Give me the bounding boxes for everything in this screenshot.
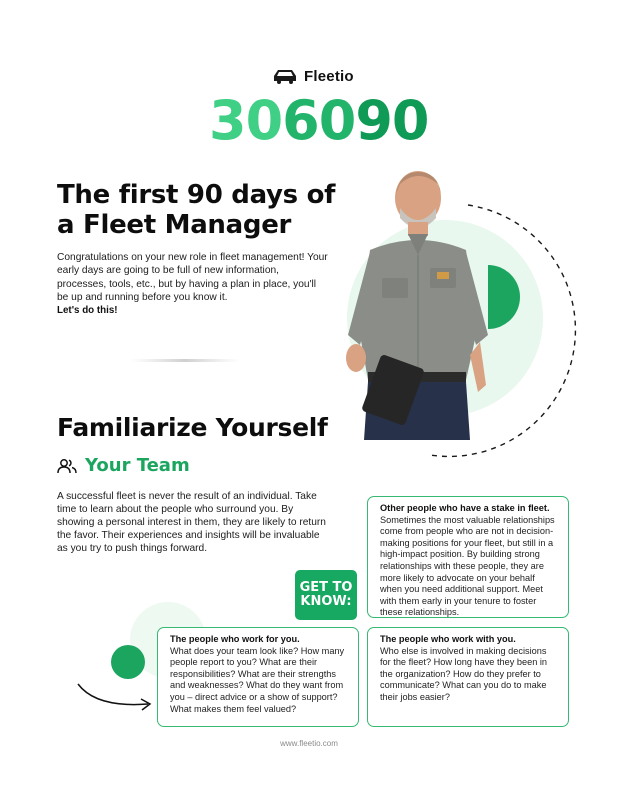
brand-name: Fleetio bbox=[304, 67, 354, 85]
stakeholders-card bbox=[367, 496, 569, 618]
fleetio-logo bbox=[272, 66, 354, 86]
section-title: Familiarize Yourself bbox=[57, 413, 328, 442]
card-body: Sometimes the most valuable relationships come from people who are not in decision-making positions for your fleet, but still in a high-impact position. By building strong relationships with these people, they are more likely to advocate on your behalf when you need additional support. Meet with them early in your tenure to foster these relationships. bbox=[380, 514, 555, 618]
get-to-know-badge bbox=[295, 570, 357, 620]
team-paragraph: A successful fleet is never the result of an individual. Take time to learn about the people who surround you. By showing a personal interest in them, they are likely to return the favor. Their experiences and insights will be invaluable as you try to push things forward. bbox=[57, 491, 326, 554]
team-people-icon bbox=[57, 458, 77, 474]
card-body: What does your team look like? How many people report to you? What are their responsibilities? What are their strengths and weaknesses? What do they want from you – direct advice or a show of support? What makes them feel valued? bbox=[170, 645, 345, 714]
milestone-numbers bbox=[209, 89, 429, 152]
number-30: 30 bbox=[209, 89, 283, 152]
card-body: Who else is involved in making decisions for the fleet? How long have they been in the organization? How do they prefer to communicate? What can you do to make their jobs easier? bbox=[380, 645, 548, 702]
subsection-header bbox=[57, 455, 190, 476]
card-title: Other people who have a stake in fleet. bbox=[380, 503, 550, 513]
divider-line bbox=[130, 359, 240, 362]
number-60: 60 bbox=[282, 89, 356, 152]
footer-url[interactable]: www.fleetio.com bbox=[280, 739, 338, 748]
subsection-title: Your Team bbox=[85, 455, 190, 476]
title-line-1: The first 90 days of bbox=[57, 180, 336, 210]
card-title: The people who work with you. bbox=[380, 634, 516, 644]
direct-reports-card bbox=[157, 627, 359, 727]
page-title bbox=[57, 180, 337, 240]
badge-line-2: KNOW: bbox=[300, 594, 352, 609]
cta-text: Let's do this! bbox=[57, 305, 118, 316]
intro-paragraph: Congratulations on your new role in fleet management! Your early days are going to be full of new information, processes, tools, etc., but by having a plan in place, you'll be up and running before you know it. bbox=[57, 252, 328, 303]
truck-logo-icon bbox=[272, 68, 298, 84]
card-title: The people who work for you. bbox=[170, 634, 300, 644]
colleagues-card bbox=[367, 627, 569, 727]
number-90: 90 bbox=[355, 89, 429, 152]
title-line-2: a Fleet Manager bbox=[57, 210, 292, 240]
badge-line-1: GET TO bbox=[299, 580, 353, 595]
green-dot bbox=[111, 645, 145, 679]
curved-arrow bbox=[78, 684, 148, 705]
fleet-manager-photo bbox=[330, 160, 490, 440]
